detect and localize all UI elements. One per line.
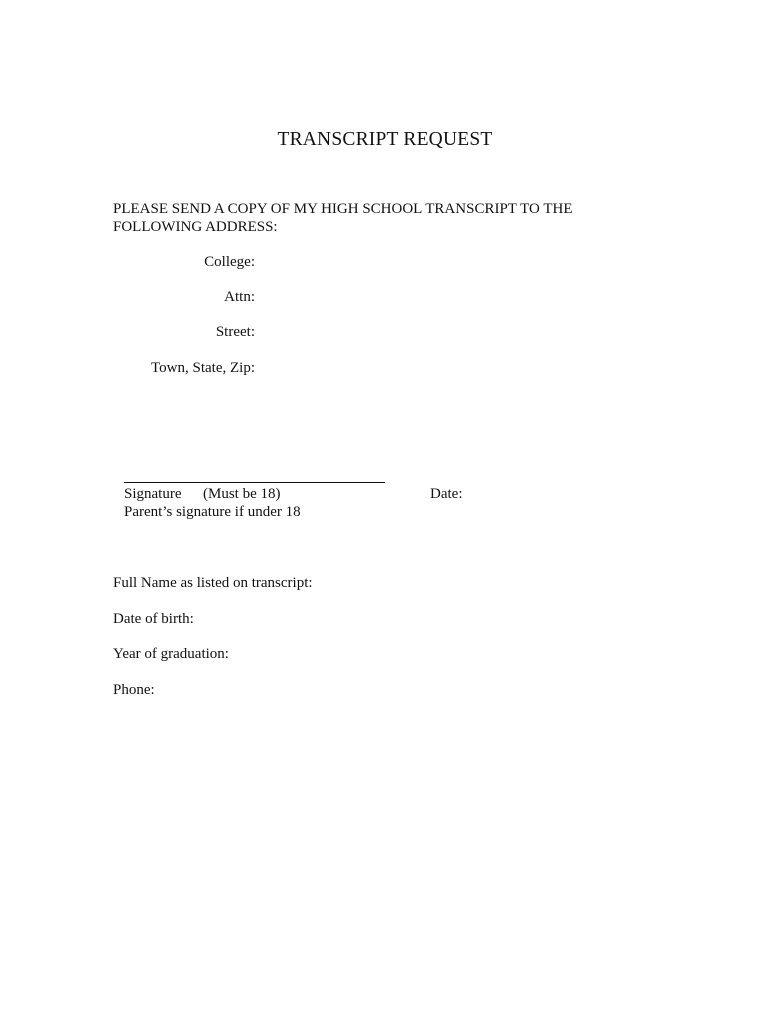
age-requirement-note: (Must be 18) [203,486,281,502]
parent-signature-note: Parent’s signature if under 18 [124,504,301,520]
year-of-graduation-label: Year of graduation: [113,646,229,662]
attn-label: Attn: [224,289,255,305]
college-label: College: [204,254,255,270]
date-label: Date: [430,486,463,502]
town-state-zip-label: Town, State, Zip: [151,360,255,376]
date-of-birth-label: Date of birth: [113,611,194,627]
signature-label: Signature [124,486,182,502]
intro-text [113,200,633,236]
signature-line [124,482,385,483]
street-label: Street: [215,324,255,340]
intro-line-1: PLEASE SEND A COPY OF MY HIGH SCHOOL TRANSCRIPT TO THE [113,201,573,217]
full-name-label: Full Name as listed on transcript: [113,575,313,591]
phone-label: Phone: [113,682,155,698]
intro-line-2: FOLLOWING ADDRESS: [113,219,278,235]
document-title: TRANSCRIPT REQUEST [277,129,493,150]
